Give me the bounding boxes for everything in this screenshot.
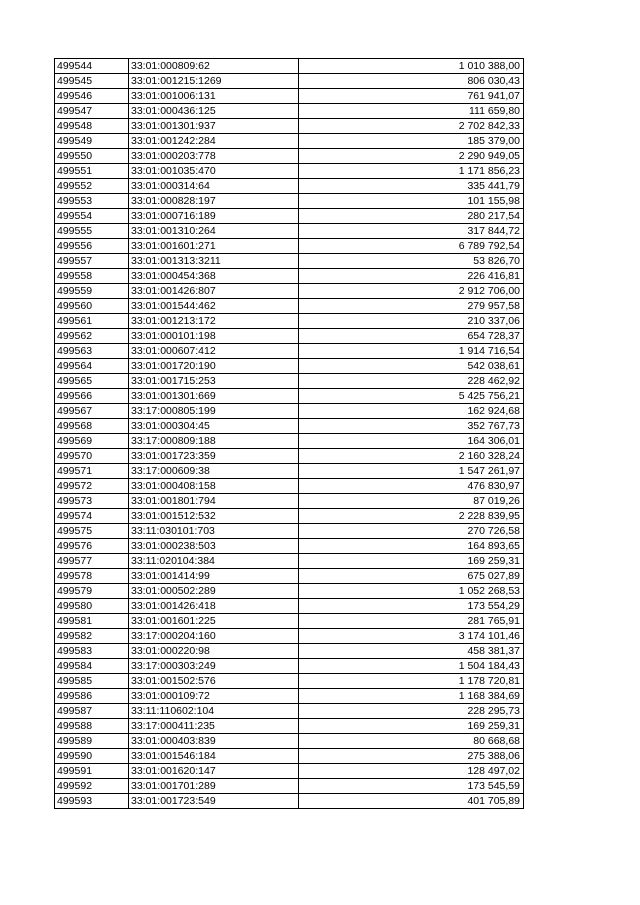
value-cell: 1 504 184,43 [299, 659, 524, 674]
table-row [55, 509, 524, 524]
value-cell: 1 010 388,00 [299, 59, 524, 74]
value-cell: 270 726,58 [299, 524, 524, 539]
table-row [55, 449, 524, 464]
cadastral-number-cell: 33:01:001310:264 [129, 224, 299, 239]
row-id-cell: 499558 [55, 269, 129, 284]
row-id-cell: 499566 [55, 389, 129, 404]
value-cell: 173 545,59 [299, 779, 524, 794]
value-cell: 279 957,58 [299, 299, 524, 314]
row-id-cell: 499583 [55, 644, 129, 659]
value-cell: 3 174 101,46 [299, 629, 524, 644]
table-row [55, 794, 524, 809]
value-cell: 226 416,81 [299, 269, 524, 284]
cadastral-number-cell: 33:01:000502:289 [129, 584, 299, 599]
row-id-cell: 499570 [55, 449, 129, 464]
cadastral-number-cell: 33:01:000607:412 [129, 344, 299, 359]
value-cell: 169 259,31 [299, 554, 524, 569]
table-row [55, 254, 524, 269]
table-row [55, 314, 524, 329]
cadastral-number-cell: 33:11:020104:384 [129, 554, 299, 569]
row-id-cell: 499582 [55, 629, 129, 644]
cadastral-number-cell: 33:01:001801:794 [129, 494, 299, 509]
table-row [55, 404, 524, 419]
cadastral-number-cell: 33:01:001546:184 [129, 749, 299, 764]
cadastral-number-cell: 33:01:001723:549 [129, 794, 299, 809]
row-id-cell: 499589 [55, 734, 129, 749]
row-id-cell: 499555 [55, 224, 129, 239]
row-id-cell: 499592 [55, 779, 129, 794]
table-row [55, 764, 524, 779]
cadastral-number-cell: 33:01:001502:576 [129, 674, 299, 689]
cadastral-number-cell: 33:01:001242:284 [129, 134, 299, 149]
value-cell: 210 337,06 [299, 314, 524, 329]
row-id-cell: 499576 [55, 539, 129, 554]
data-table [54, 58, 524, 809]
row-id-cell: 499588 [55, 719, 129, 734]
row-id-cell: 499553 [55, 194, 129, 209]
table-row [55, 389, 524, 404]
cadastral-number-cell: 33:01:001544:462 [129, 299, 299, 314]
table-row [55, 164, 524, 179]
row-id-cell: 499578 [55, 569, 129, 584]
cadastral-number-cell: 33:01:000809:62 [129, 59, 299, 74]
cadastral-number-cell: 33:01:000716:189 [129, 209, 299, 224]
row-id-cell: 499550 [55, 149, 129, 164]
cadastral-number-cell: 33:01:000109:72 [129, 689, 299, 704]
table-row [55, 149, 524, 164]
row-id-cell: 499561 [55, 314, 129, 329]
cadastral-number-cell: 33:11:110602:104 [129, 704, 299, 719]
cadastral-number-cell: 33:01:001035:470 [129, 164, 299, 179]
value-cell: 1 914 716,54 [299, 344, 524, 359]
table-row [55, 554, 524, 569]
value-cell: 281 765,91 [299, 614, 524, 629]
row-id-cell: 499584 [55, 659, 129, 674]
table-row [55, 689, 524, 704]
value-cell: 2 290 949,05 [299, 149, 524, 164]
value-cell: 80 668,68 [299, 734, 524, 749]
table-row [55, 239, 524, 254]
table-row [55, 74, 524, 89]
value-cell: 1 547 261,97 [299, 464, 524, 479]
table-row [55, 734, 524, 749]
value-cell: 806 030,43 [299, 74, 524, 89]
cadastral-number-cell: 33:01:001720:190 [129, 359, 299, 374]
row-id-cell: 499562 [55, 329, 129, 344]
table-row [55, 629, 524, 644]
row-id-cell: 499585 [55, 674, 129, 689]
table-row [55, 89, 524, 104]
table-row [55, 134, 524, 149]
cadastral-number-cell: 33:01:001301:937 [129, 119, 299, 134]
value-cell: 654 728,37 [299, 329, 524, 344]
cadastral-number-cell: 33:01:001512:532 [129, 509, 299, 524]
cadastral-number-cell: 33:11:030101:703 [129, 524, 299, 539]
value-cell: 2 702 842,33 [299, 119, 524, 134]
table-row [55, 269, 524, 284]
table-row [55, 719, 524, 734]
table-row [55, 434, 524, 449]
value-cell: 164 306,01 [299, 434, 524, 449]
table-row [55, 599, 524, 614]
table-row [55, 614, 524, 629]
cadastral-number-cell: 33:01:000436:125 [129, 104, 299, 119]
row-id-cell: 499590 [55, 749, 129, 764]
table-row [55, 419, 524, 434]
value-cell: 761 941,07 [299, 89, 524, 104]
cadastral-number-cell: 33:17:000303:249 [129, 659, 299, 674]
value-cell: 2 912 706,00 [299, 284, 524, 299]
cadastral-number-cell: 33:01:001006:131 [129, 89, 299, 104]
table-row [55, 374, 524, 389]
value-cell: 317 844,72 [299, 224, 524, 239]
cadastral-number-cell: 33:01:001215:1269 [129, 74, 299, 89]
row-id-cell: 499554 [55, 209, 129, 224]
cadastral-number-cell: 33:01:001301:669 [129, 389, 299, 404]
table-row [55, 224, 524, 239]
value-cell: 542 038,61 [299, 359, 524, 374]
table-row [55, 539, 524, 554]
row-id-cell: 499564 [55, 359, 129, 374]
cadastral-number-cell: 33:01:001313:3211 [129, 254, 299, 269]
value-cell: 401 705,89 [299, 794, 524, 809]
row-id-cell: 499569 [55, 434, 129, 449]
value-cell: 111 659,80 [299, 104, 524, 119]
value-cell: 101 155,98 [299, 194, 524, 209]
row-id-cell: 499581 [55, 614, 129, 629]
table-row [55, 659, 524, 674]
table-row [55, 209, 524, 224]
value-cell: 128 497,02 [299, 764, 524, 779]
row-id-cell: 499560 [55, 299, 129, 314]
row-id-cell: 499573 [55, 494, 129, 509]
value-cell: 675 027,89 [299, 569, 524, 584]
row-id-cell: 499575 [55, 524, 129, 539]
value-cell: 169 259,31 [299, 719, 524, 734]
value-cell: 335 441,79 [299, 179, 524, 194]
cadastral-number-cell: 33:01:000403:839 [129, 734, 299, 749]
cadastral-number-cell: 33:17:000805:199 [129, 404, 299, 419]
table-row [55, 359, 524, 374]
table-row [55, 194, 524, 209]
cadastral-number-cell: 33:01:000304:45 [129, 419, 299, 434]
cadastral-number-cell: 33:17:000609:38 [129, 464, 299, 479]
table-row [55, 329, 524, 344]
row-id-cell: 499544 [55, 59, 129, 74]
value-cell: 476 830,97 [299, 479, 524, 494]
row-id-cell: 499556 [55, 239, 129, 254]
table-row [55, 779, 524, 794]
value-cell: 280 217,54 [299, 209, 524, 224]
cadastral-number-cell: 33:01:000828:197 [129, 194, 299, 209]
table-row [55, 344, 524, 359]
row-id-cell: 499586 [55, 689, 129, 704]
value-cell: 162 924,68 [299, 404, 524, 419]
value-cell: 228 462,92 [299, 374, 524, 389]
table-row [55, 494, 524, 509]
cadastral-number-cell: 33:01:001601:271 [129, 239, 299, 254]
row-id-cell: 499563 [55, 344, 129, 359]
cadastral-number-cell: 33:01:001426:418 [129, 599, 299, 614]
row-id-cell: 499546 [55, 89, 129, 104]
table-row [55, 284, 524, 299]
cadastral-number-cell: 33:01:001701:289 [129, 779, 299, 794]
table-row [55, 59, 524, 74]
table-row [55, 104, 524, 119]
cadastral-number-cell: 33:01:000454:368 [129, 269, 299, 284]
table-row [55, 644, 524, 659]
cadastral-number-cell: 33:01:001426:807 [129, 284, 299, 299]
value-cell: 1 171 856,23 [299, 164, 524, 179]
cadastral-number-cell: 33:01:001723:359 [129, 449, 299, 464]
row-id-cell: 499551 [55, 164, 129, 179]
table-body [55, 59, 524, 809]
row-id-cell: 499587 [55, 704, 129, 719]
table-row [55, 464, 524, 479]
table-row [55, 584, 524, 599]
row-id-cell: 499547 [55, 104, 129, 119]
cadastral-number-cell: 33:01:001213:172 [129, 314, 299, 329]
row-id-cell: 499571 [55, 464, 129, 479]
cadastral-number-cell: 33:01:000220:98 [129, 644, 299, 659]
row-id-cell: 499565 [55, 374, 129, 389]
cadastral-number-cell: 33:01:000101:198 [129, 329, 299, 344]
row-id-cell: 499593 [55, 794, 129, 809]
row-id-cell: 499559 [55, 284, 129, 299]
row-id-cell: 499548 [55, 119, 129, 134]
value-cell: 2 160 328,24 [299, 449, 524, 464]
document-page [54, 58, 523, 809]
cadastral-number-cell: 33:17:000411:235 [129, 719, 299, 734]
cadastral-number-cell: 33:01:001601:225 [129, 614, 299, 629]
table-row [55, 569, 524, 584]
cadastral-number-cell: 33:01:000314:64 [129, 179, 299, 194]
value-cell: 228 295,73 [299, 704, 524, 719]
row-id-cell: 499545 [55, 74, 129, 89]
table-row [55, 479, 524, 494]
cadastral-number-cell: 33:17:000809:188 [129, 434, 299, 449]
table-row [55, 674, 524, 689]
table-row [55, 704, 524, 719]
row-id-cell: 499568 [55, 419, 129, 434]
cadastral-number-cell: 33:01:000203:778 [129, 149, 299, 164]
value-cell: 164 893,65 [299, 539, 524, 554]
table-row [55, 299, 524, 314]
cadastral-number-cell: 33:01:001414:99 [129, 569, 299, 584]
row-id-cell: 499577 [55, 554, 129, 569]
value-cell: 458 381,37 [299, 644, 524, 659]
value-cell: 87 019,26 [299, 494, 524, 509]
table-row [55, 179, 524, 194]
value-cell: 185 379,00 [299, 134, 524, 149]
value-cell: 173 554,29 [299, 599, 524, 614]
value-cell: 352 767,73 [299, 419, 524, 434]
value-cell: 1 178 720,81 [299, 674, 524, 689]
value-cell: 6 789 792,54 [299, 239, 524, 254]
row-id-cell: 499557 [55, 254, 129, 269]
row-id-cell: 499552 [55, 179, 129, 194]
cadastral-number-cell: 33:17:000204:160 [129, 629, 299, 644]
cadastral-number-cell: 33:01:001715:253 [129, 374, 299, 389]
row-id-cell: 499591 [55, 764, 129, 779]
value-cell: 53 826,70 [299, 254, 524, 269]
value-cell: 2 228 839,95 [299, 509, 524, 524]
table-row [55, 119, 524, 134]
row-id-cell: 499579 [55, 584, 129, 599]
cadastral-number-cell: 33:01:000408:158 [129, 479, 299, 494]
value-cell: 1 168 384,69 [299, 689, 524, 704]
row-id-cell: 499567 [55, 404, 129, 419]
table-row [55, 749, 524, 764]
row-id-cell: 499580 [55, 599, 129, 614]
row-id-cell: 499574 [55, 509, 129, 524]
value-cell: 5 425 756,21 [299, 389, 524, 404]
row-id-cell: 499572 [55, 479, 129, 494]
cadastral-number-cell: 33:01:000238:503 [129, 539, 299, 554]
value-cell: 275 388,06 [299, 749, 524, 764]
value-cell: 1 052 268,53 [299, 584, 524, 599]
row-id-cell: 499549 [55, 134, 129, 149]
cadastral-number-cell: 33:01:001620:147 [129, 764, 299, 779]
table-row [55, 524, 524, 539]
